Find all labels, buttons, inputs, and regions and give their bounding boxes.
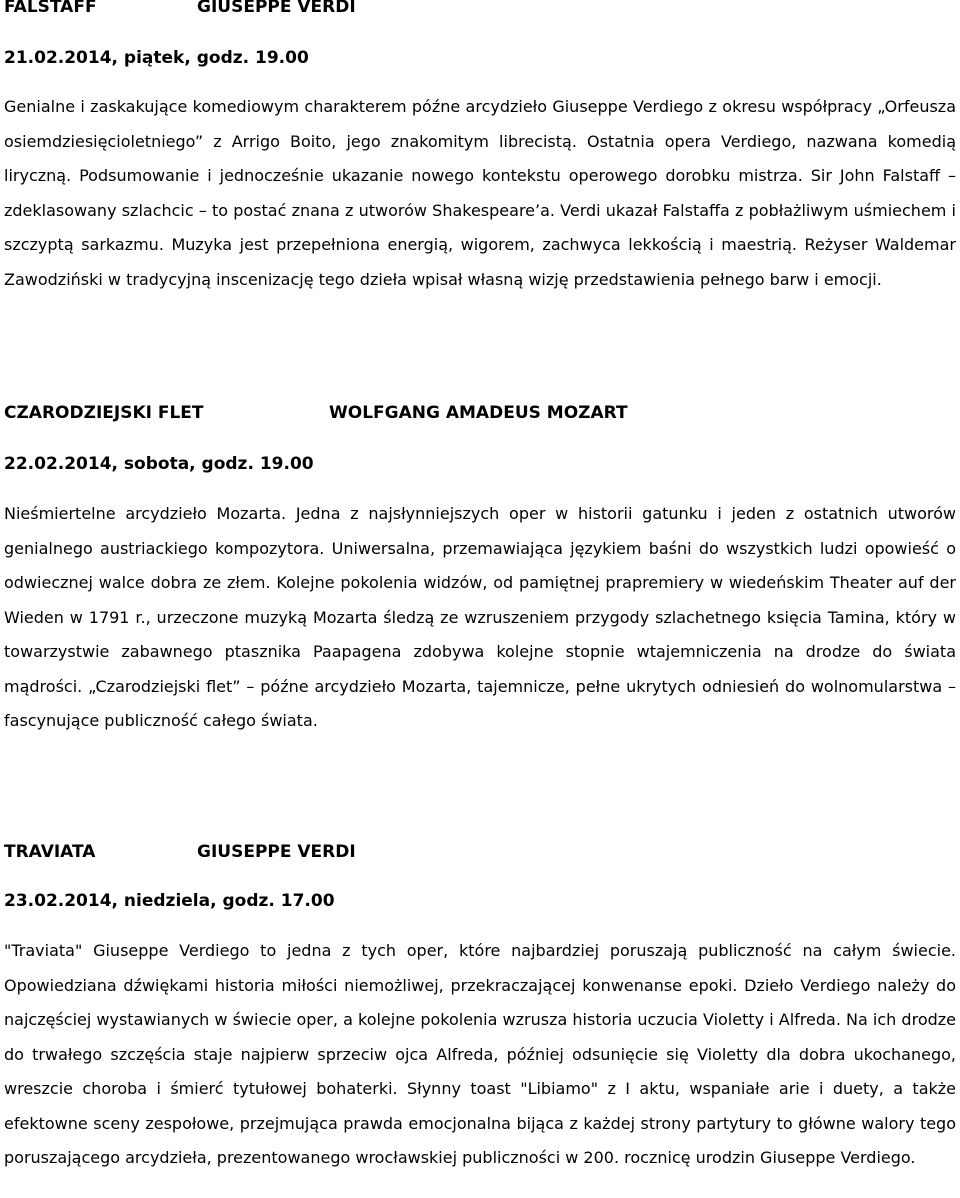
- event-header: [4, 0, 956, 17]
- composer-name: GIUSEPPE VERDI: [197, 842, 356, 862]
- event-date: 22.02.2014, sobota, godz. 19.00: [4, 454, 314, 474]
- event-falstaff: [4, 0, 956, 289]
- composer-name: GIUSEPPE VERDI: [197, 0, 356, 17]
- event-header: [4, 842, 956, 862]
- opera-title: TRAVIATA: [4, 842, 96, 862]
- event-description: Genialne i zaskakujące komediowym charakterem późne arcydzieło Giuseppe Verdiego z okresu współpracy „Orfeusza osiemdziesięcioletniego” z Arrigo Boito, jego znakomitym librecistą. Ostatnia opera Verdiego, nazwana komedią liryczną. Podsumowanie i jednocześnie ukazanie nowego kontekstu operowego dorobku mistrza. Sir John Falstaff – zdeklasowany szlachcic – to postać znana z utworów Shakespeare’a. Verdi ukazał Falstaffa z pobłażliwym uśmiechem i szczyptą sarkazmu. Muzyka jest przepełniona energią, wigorem, zachwyca lekkością i maestrią. Reżyser Waldemar Zawodziński w tradycyjną inscenizację tego dzieła wpisał własną wizję przedstawienia pełnego barw i emocji.: [4, 97, 956, 289]
- opera-title: CZARODZIEJSKI FLET: [4, 403, 204, 423]
- event-date: 23.02.2014, niedziela, godz. 17.00: [4, 891, 335, 911]
- composer-name: WOLFGANG AMADEUS MOZART: [329, 403, 628, 423]
- event-description: "Traviata" Giuseppe Verdiego to jedna z tych oper, które najbardziej poruszają publiczność na całym świecie. Opowiedziana dźwiękami historia miłości niemożliwej, przekraczającej konwenanse epoki. Dzieło Verdiego należy do najczęściej wystawianych w świecie oper, a kolejne pokolenia wzrusza historia uczucia Violetty i Alfreda. Na ich drodze do trwałego szczęścia staje najpierw sprzeciw ojca Alfreda, później odsunięcie się Violetty dla dobra ukochanego, wreszcie choroba i śmierć tytułowej bohaterki. Słynny toast "Libiamo" z I aktu, wspaniałe arie i duety, a także efektowne sceny zespołowe, przejmująca prawda emocjonalna bijąca z każdej strony partytury to główne walory tego poruszającego arcydzieła, prezentowanego wrocławskiej publiczności w 200. rocznicę urodzin Giuseppe Verdiego.: [4, 941, 956, 1167]
- event-description: Nieśmiertelne arcydzieło Mozarta. Jedna z najsłynniejszych oper w historii gatunku i jeden z ostatnich utworów genialnego austriackiego kompozytora. Uniwersalna, przemawiająca językiem baśni do wszystkich ludzi opowieść o odwiecznej walce dobra ze złem. Kolejne pokolenia widzów, od pamiętnej prapremiery w wiedeńskim Theater auf der Wieden w 1791 r., urzeczone muzyką Mozarta śledzą ze wzruszeniem przygody szlachetnego księcia Tamina, który w towarzystwie zabawnego ptasznika Paapagena zdobywa kolejne stopnie wtajemniczenia na drodze do świata mądrości. „Czarodziejski flet” – późne arcydzieło Mozarta, tajemnicze, pełne ukrytych odniesień do wolnomularstwa – fascynujące publiczność całego świata.: [4, 504, 956, 730]
- event-date: 21.02.2014, piątek, godz. 19.00: [4, 48, 309, 68]
- event-header: [4, 403, 956, 423]
- opera-title: FALSTAFF: [4, 0, 97, 17]
